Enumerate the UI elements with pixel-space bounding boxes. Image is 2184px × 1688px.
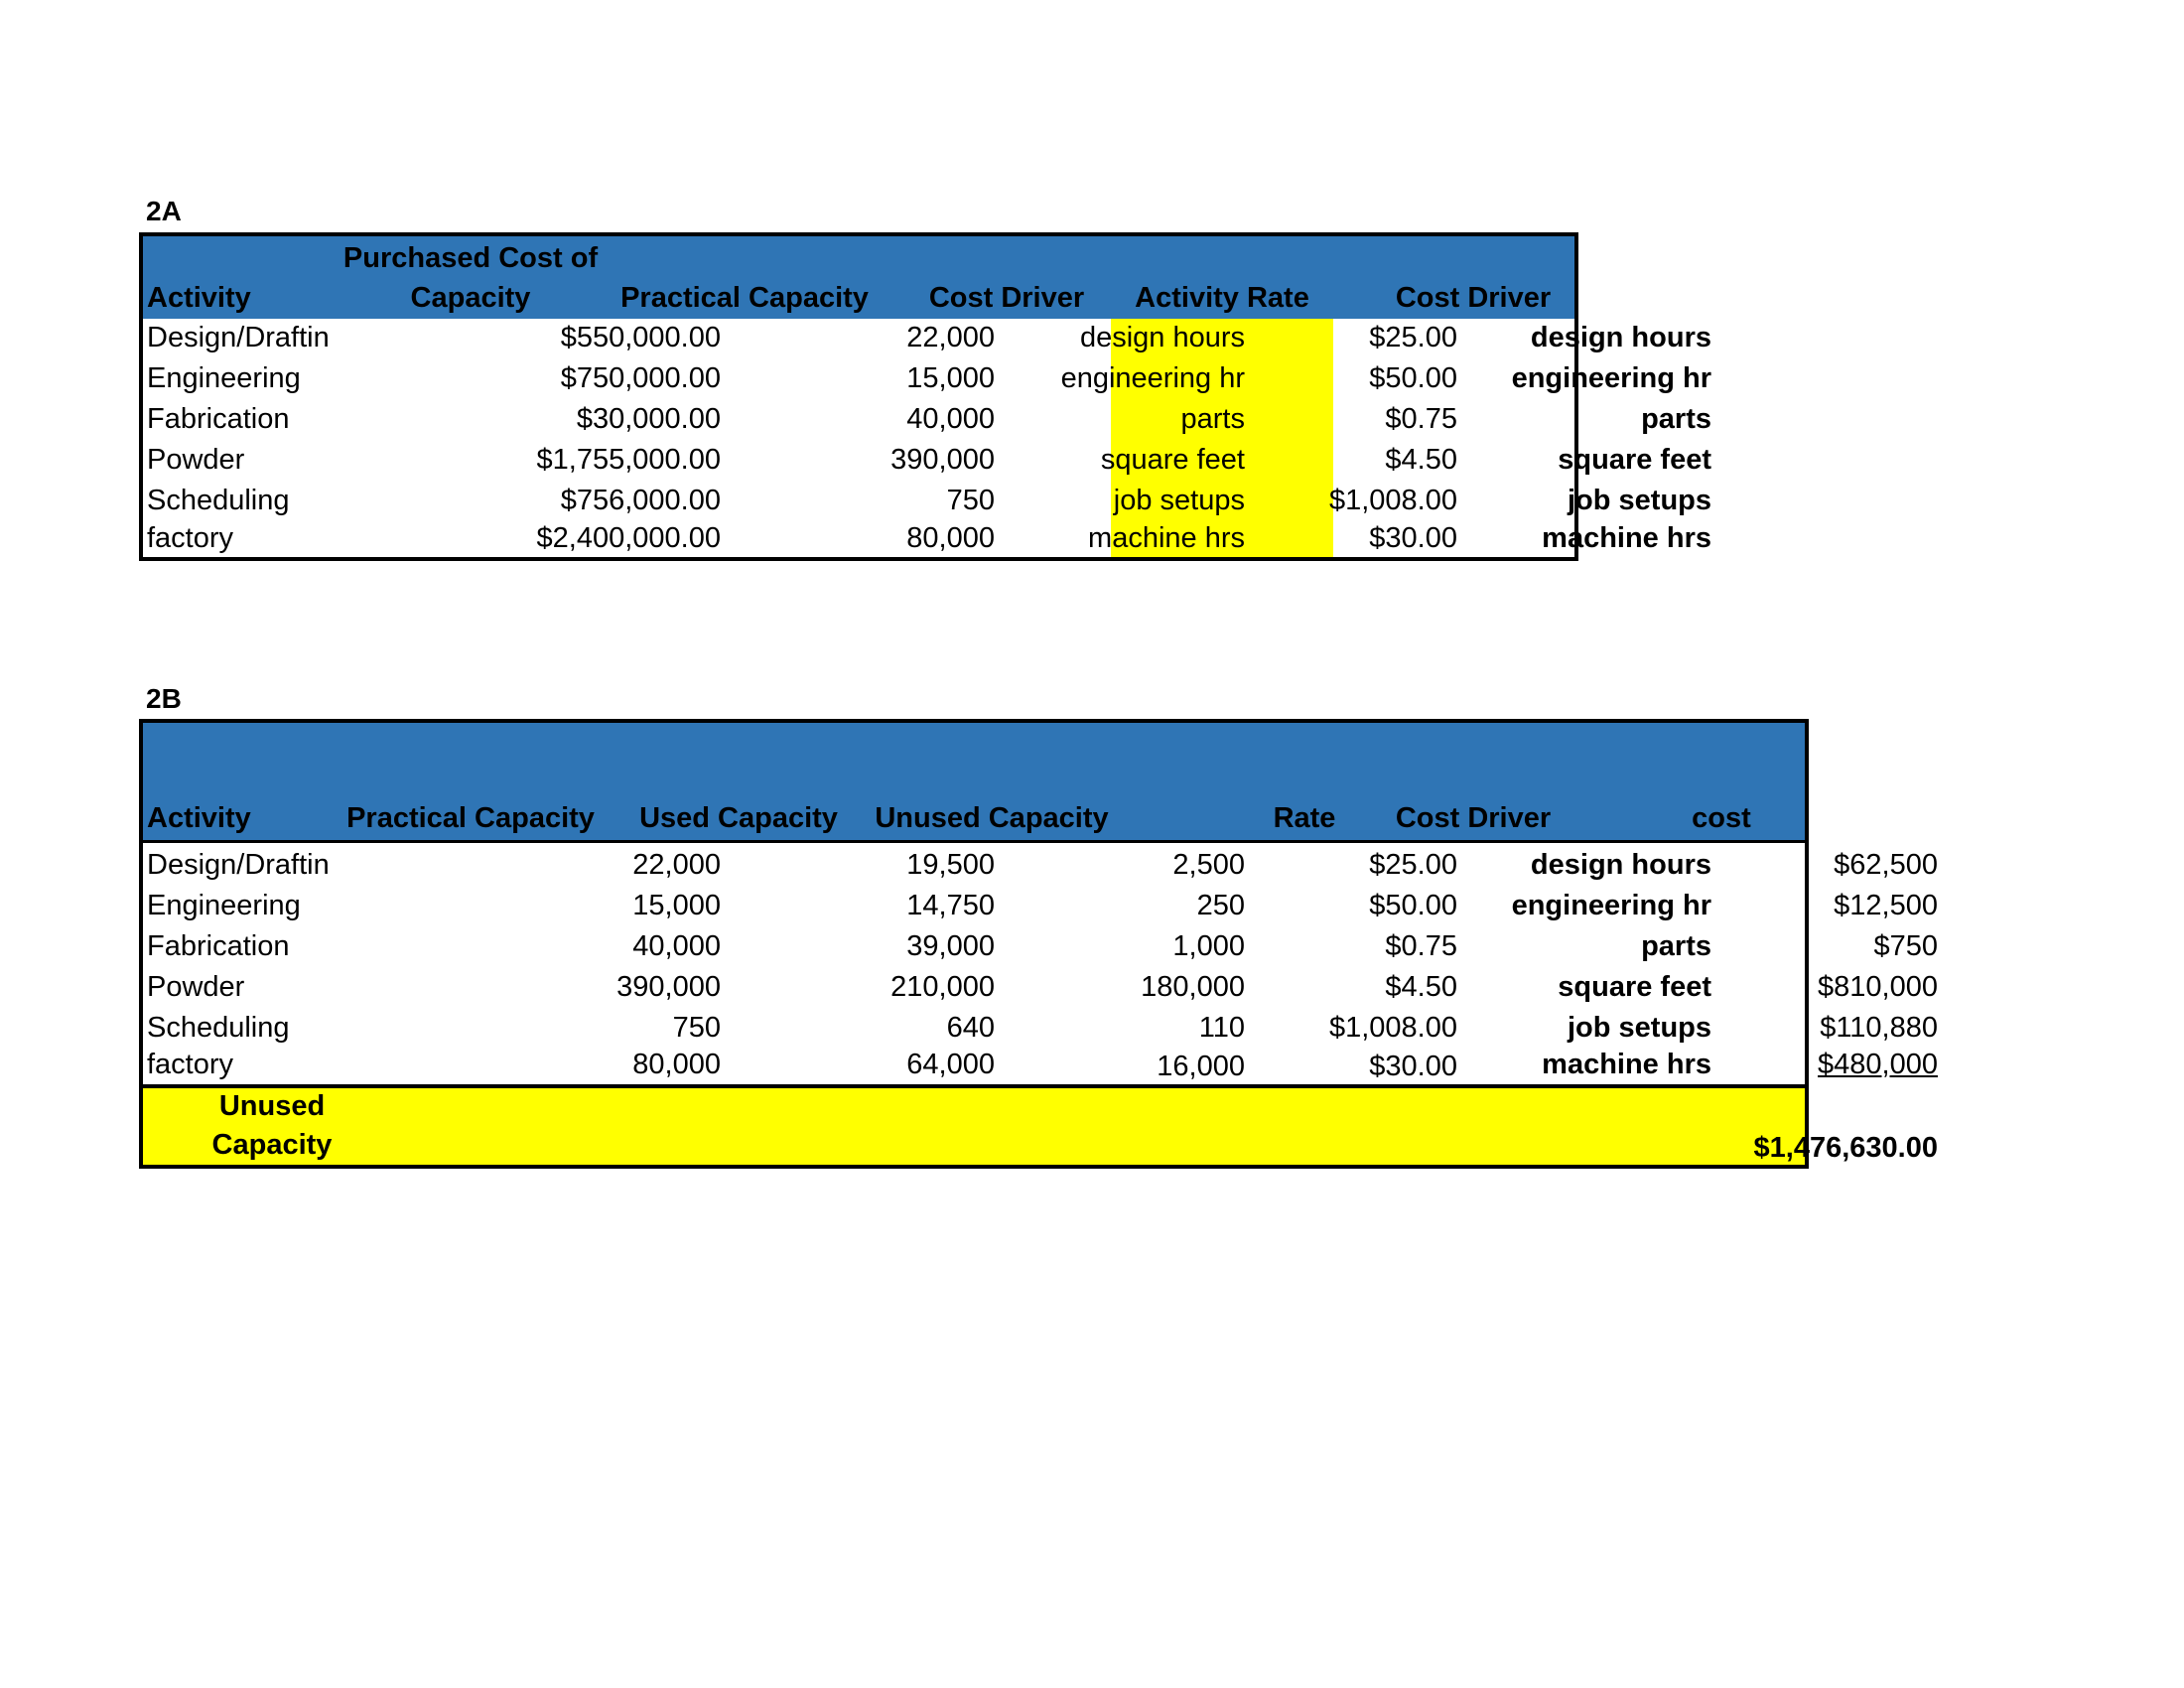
cell-cost: $12,500: [1834, 890, 1938, 921]
table-2b: [139, 719, 1938, 1169]
header-practical-capacity: Practical Capacity: [620, 282, 869, 314]
cell-activity: Engineering: [147, 890, 301, 921]
header-rate: Rate: [1273, 802, 1336, 834]
cell-cost: $750,000.00: [560, 362, 721, 394]
cell-driver: engineering hr: [1511, 890, 1711, 921]
cell-activity: Engineering: [147, 362, 301, 394]
cell-practical: 15,000: [632, 890, 721, 921]
header-cost-visible: cost: [1692, 802, 1751, 834]
cell-capacity: 750: [946, 485, 995, 516]
cell-practical: 390,000: [616, 971, 721, 1003]
total-value: $1,476,630.00: [1753, 1132, 1938, 1164]
table-2a: [139, 232, 1711, 561]
cell-practical: 80,000: [632, 1049, 721, 1080]
header-activity: Activity: [147, 802, 251, 834]
cell-capacity: 15,000: [906, 362, 995, 394]
cell-unused: 180,000: [1141, 971, 1245, 1003]
cell-cost: $810,000: [1818, 971, 1938, 1003]
cell-rate: $4.50: [1385, 971, 1457, 1003]
cell-rate: $0.75: [1385, 403, 1457, 435]
cell-rate: $1,008.00: [1328, 1012, 1457, 1044]
section-2a-label: 2A: [146, 196, 182, 226]
cell-used: 14,750: [906, 890, 995, 921]
cell-rate: $30.00: [1369, 1051, 1457, 1082]
cell-driver: design hours: [1079, 322, 1245, 353]
cell-cost: $2,400,000.00: [536, 522, 721, 554]
cell-capacity: 80,000: [906, 522, 995, 554]
cell-driver2: parts: [1641, 403, 1711, 435]
header-activity: Activity: [147, 282, 251, 314]
cell-unused: 2,500: [1172, 849, 1245, 881]
cell-cost: $110,880: [1820, 1012, 1938, 1044]
header-practical-capacity: Practical Capacity: [346, 802, 595, 834]
cell-driver2: square feet: [1558, 444, 1711, 476]
cell-driver: job setups: [1113, 485, 1245, 516]
cell-driver2: machine hrs: [1542, 522, 1711, 554]
cell-used: 210,000: [890, 971, 995, 1003]
cell-activity: Fabrication: [147, 403, 290, 435]
cell-cost: $1,755,000.00: [536, 444, 721, 476]
cell-unused: 110: [1198, 1012, 1245, 1044]
section-2b-label: 2B: [146, 683, 182, 714]
cell-driver: parts: [1180, 403, 1245, 435]
cell-activity: Scheduling: [147, 485, 290, 516]
cell-driver2: job setups: [1567, 485, 1711, 516]
cell-rate: $25.00: [1369, 849, 1457, 881]
cell-activity: factory: [147, 522, 234, 554]
header-cost-driver-2: Cost Driver: [1395, 282, 1552, 314]
total-label-line1: Unused: [218, 1090, 326, 1122]
cell-practical: 22,000: [632, 849, 721, 881]
cell-activity: Fabrication: [147, 930, 290, 962]
cell-cost: $756,000.00: [560, 485, 721, 516]
cell-unused: 16,000: [1157, 1051, 1245, 1082]
cell-capacity: 40,000: [906, 403, 995, 435]
cell-activity: Design/Draftin: [147, 322, 330, 353]
cell-driver: machine hrs: [1542, 1049, 1711, 1080]
cell-driver: job setups: [1567, 1012, 1711, 1044]
cell-driver: design hours: [1530, 849, 1711, 881]
cell-rate: $1,008.00: [1328, 485, 1457, 516]
cell-used: 39,000: [906, 930, 995, 962]
cell-driver: parts: [1641, 930, 1711, 962]
cell-rate: $50.00: [1369, 890, 1457, 921]
total-label-line2: Capacity: [211, 1129, 333, 1161]
cell-used: 19,500: [906, 849, 995, 881]
header-used-capacity: Used Capacity: [639, 802, 838, 834]
cell-cost: $550,000.00: [560, 322, 721, 353]
header-bottom-rule: [143, 840, 1805, 843]
cell-cost: $62,500: [1834, 849, 1938, 881]
header-unused-capacity: Unused Capacity: [875, 802, 1109, 834]
cell-rate: $50.00: [1369, 362, 1457, 394]
cell-activity: Scheduling: [147, 1012, 290, 1044]
cell-rate: $25.00: [1369, 322, 1457, 353]
cell-driver2: engineering hr: [1511, 362, 1711, 394]
header-cost-driver: Cost Driver: [1395, 802, 1552, 834]
cell-practical: 750: [672, 1012, 721, 1044]
cell-driver: square feet: [1558, 971, 1711, 1003]
cell-capacity: 22,000: [906, 322, 995, 353]
cell-driver: square feet: [1100, 444, 1245, 476]
cell-practical: 40,000: [632, 930, 721, 962]
cell-activity: factory: [147, 1049, 234, 1080]
cell-driver: machine hrs: [1088, 522, 1245, 554]
cell-used: 640: [946, 1012, 995, 1044]
cell-driver: engineering hr: [1060, 362, 1245, 394]
cell-activity: Powder: [147, 971, 245, 1003]
cell-driver2: design hours: [1530, 322, 1711, 353]
cell-activity: Design/Draftin: [147, 849, 330, 881]
cell-rate: $0.75: [1385, 930, 1457, 962]
cell-unused: 250: [1196, 890, 1245, 921]
cell-cost: $750: [1873, 930, 1938, 962]
cell-capacity: 390,000: [890, 444, 995, 476]
header-cost-driver: Cost Driver: [928, 282, 1085, 314]
cell-cost: $30,000.00: [576, 403, 721, 435]
cell-used: 64,000: [906, 1049, 995, 1080]
cell-activity: Powder: [147, 444, 245, 476]
cell-unused: 1,000: [1172, 930, 1245, 962]
header-purchased-cost-line1: Purchased Cost of: [342, 242, 599, 274]
header-purchased-cost-line2: Capacity: [410, 282, 531, 314]
header-activity-rate: Activity Rate: [1135, 282, 1309, 314]
cell-cost: $480,000: [1818, 1049, 1938, 1080]
total-band: [143, 1088, 1805, 1165]
cell-rate: $30.00: [1369, 522, 1457, 554]
cell-rate: $4.50: [1385, 444, 1457, 476]
